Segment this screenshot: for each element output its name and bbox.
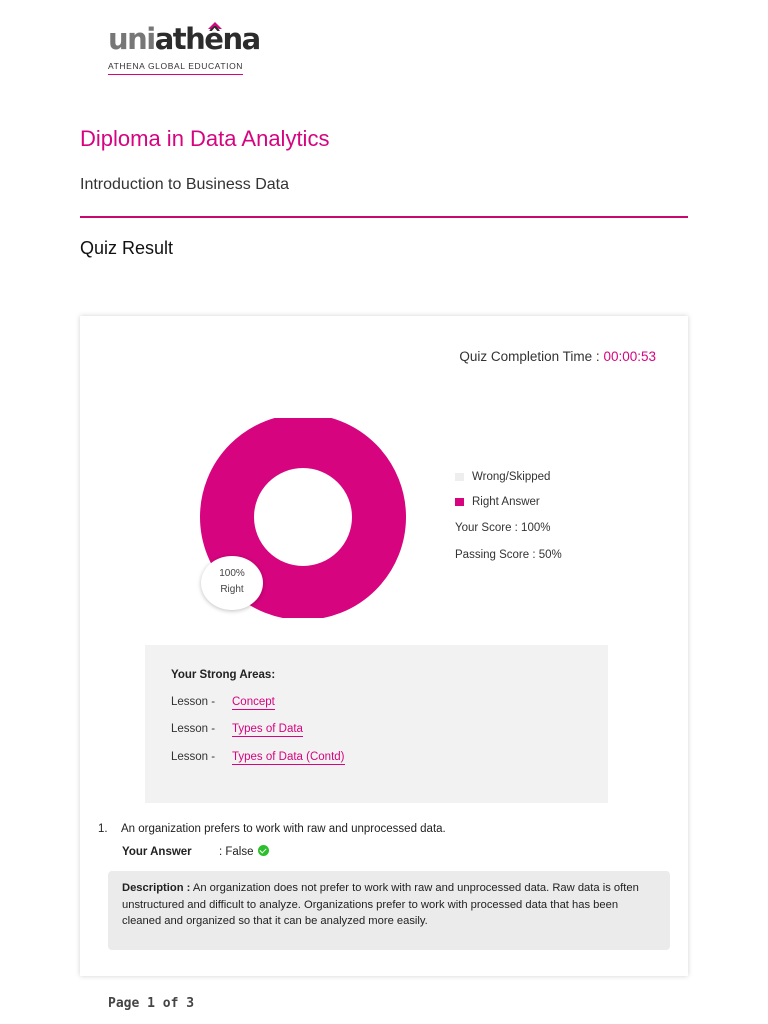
completion-label: Quiz Completion Time : — [459, 349, 600, 364]
legend-item-wrong — [455, 464, 562, 489]
chart-bubble — [201, 556, 263, 610]
lesson-prefix: Lesson - — [171, 751, 216, 763]
lesson-row — [171, 696, 275, 708]
lesson-prefix: Lesson - — [171, 696, 216, 708]
legend-label-right: Right Answer — [472, 495, 540, 508]
logo-hat-icon — [208, 22, 222, 29]
lesson-row — [171, 751, 345, 763]
completion-time-value: 00:00:53 — [603, 349, 656, 364]
passing-score: Passing Score : 50% — [455, 548, 562, 561]
bubble-label: Right — [220, 584, 244, 595]
answer-value: : False — [219, 846, 254, 858]
your-score: Your Score : 100% — [455, 521, 551, 534]
description-label: Description : — [122, 882, 191, 894]
lesson-link-types-of-data[interactable]: Types of Data — [232, 723, 303, 735]
quiz-result-card — [80, 316, 688, 976]
question-number: 1. — [98, 823, 108, 835]
legend-swatch-wrong — [455, 473, 464, 481]
logo-wordmark — [108, 22, 258, 56]
legend-label-wrong: Wrong/Skipped — [472, 470, 551, 483]
logo-athena-text: athêna — [154, 22, 260, 56]
page-number: Page 1 of 3 — [108, 996, 195, 1011]
strong-areas-title: Your Strong Areas: — [171, 669, 276, 681]
answer-label: Your Answer — [122, 846, 192, 858]
quiz-result-heading: Quiz Result — [80, 238, 174, 258]
completion-time — [459, 349, 656, 364]
chart-legend — [455, 464, 562, 568]
legend-swatch-right — [455, 498, 464, 506]
lesson-row — [171, 723, 303, 735]
logo-uni-text: uni — [108, 22, 155, 56]
answer-description — [108, 871, 670, 950]
lesson-link-types-of-data-contd[interactable]: Types of Data (Contd) — [232, 751, 345, 763]
uniathena-logo — [108, 22, 258, 75]
description-text: An organization does not prefer to work with raw and unprocessed data. Raw data is often unstructured and difficult to analyze. Organizations prefer to work with processed data that has been cleaned and organized so that it can be analyzed more easily. — [122, 882, 639, 927]
your-answer — [122, 846, 269, 858]
module-title: Introduction to Business Data — [80, 176, 290, 193]
divider — [80, 216, 688, 218]
strong-areas-panel — [145, 645, 608, 803]
check-icon — [258, 845, 269, 856]
question-body: An organization prefers to work with raw and unprocessed data. — [121, 823, 446, 835]
logo-tagline: ATHENA GLOBAL EDUCATION — [108, 61, 243, 75]
question-text — [98, 823, 446, 835]
course-title: Diploma in Data Analytics — [80, 126, 330, 151]
bubble-percent: 100% — [219, 568, 245, 579]
lesson-link-concept[interactable]: Concept — [232, 696, 275, 708]
legend-item-right — [455, 489, 562, 514]
lesson-prefix: Lesson - — [171, 723, 216, 735]
